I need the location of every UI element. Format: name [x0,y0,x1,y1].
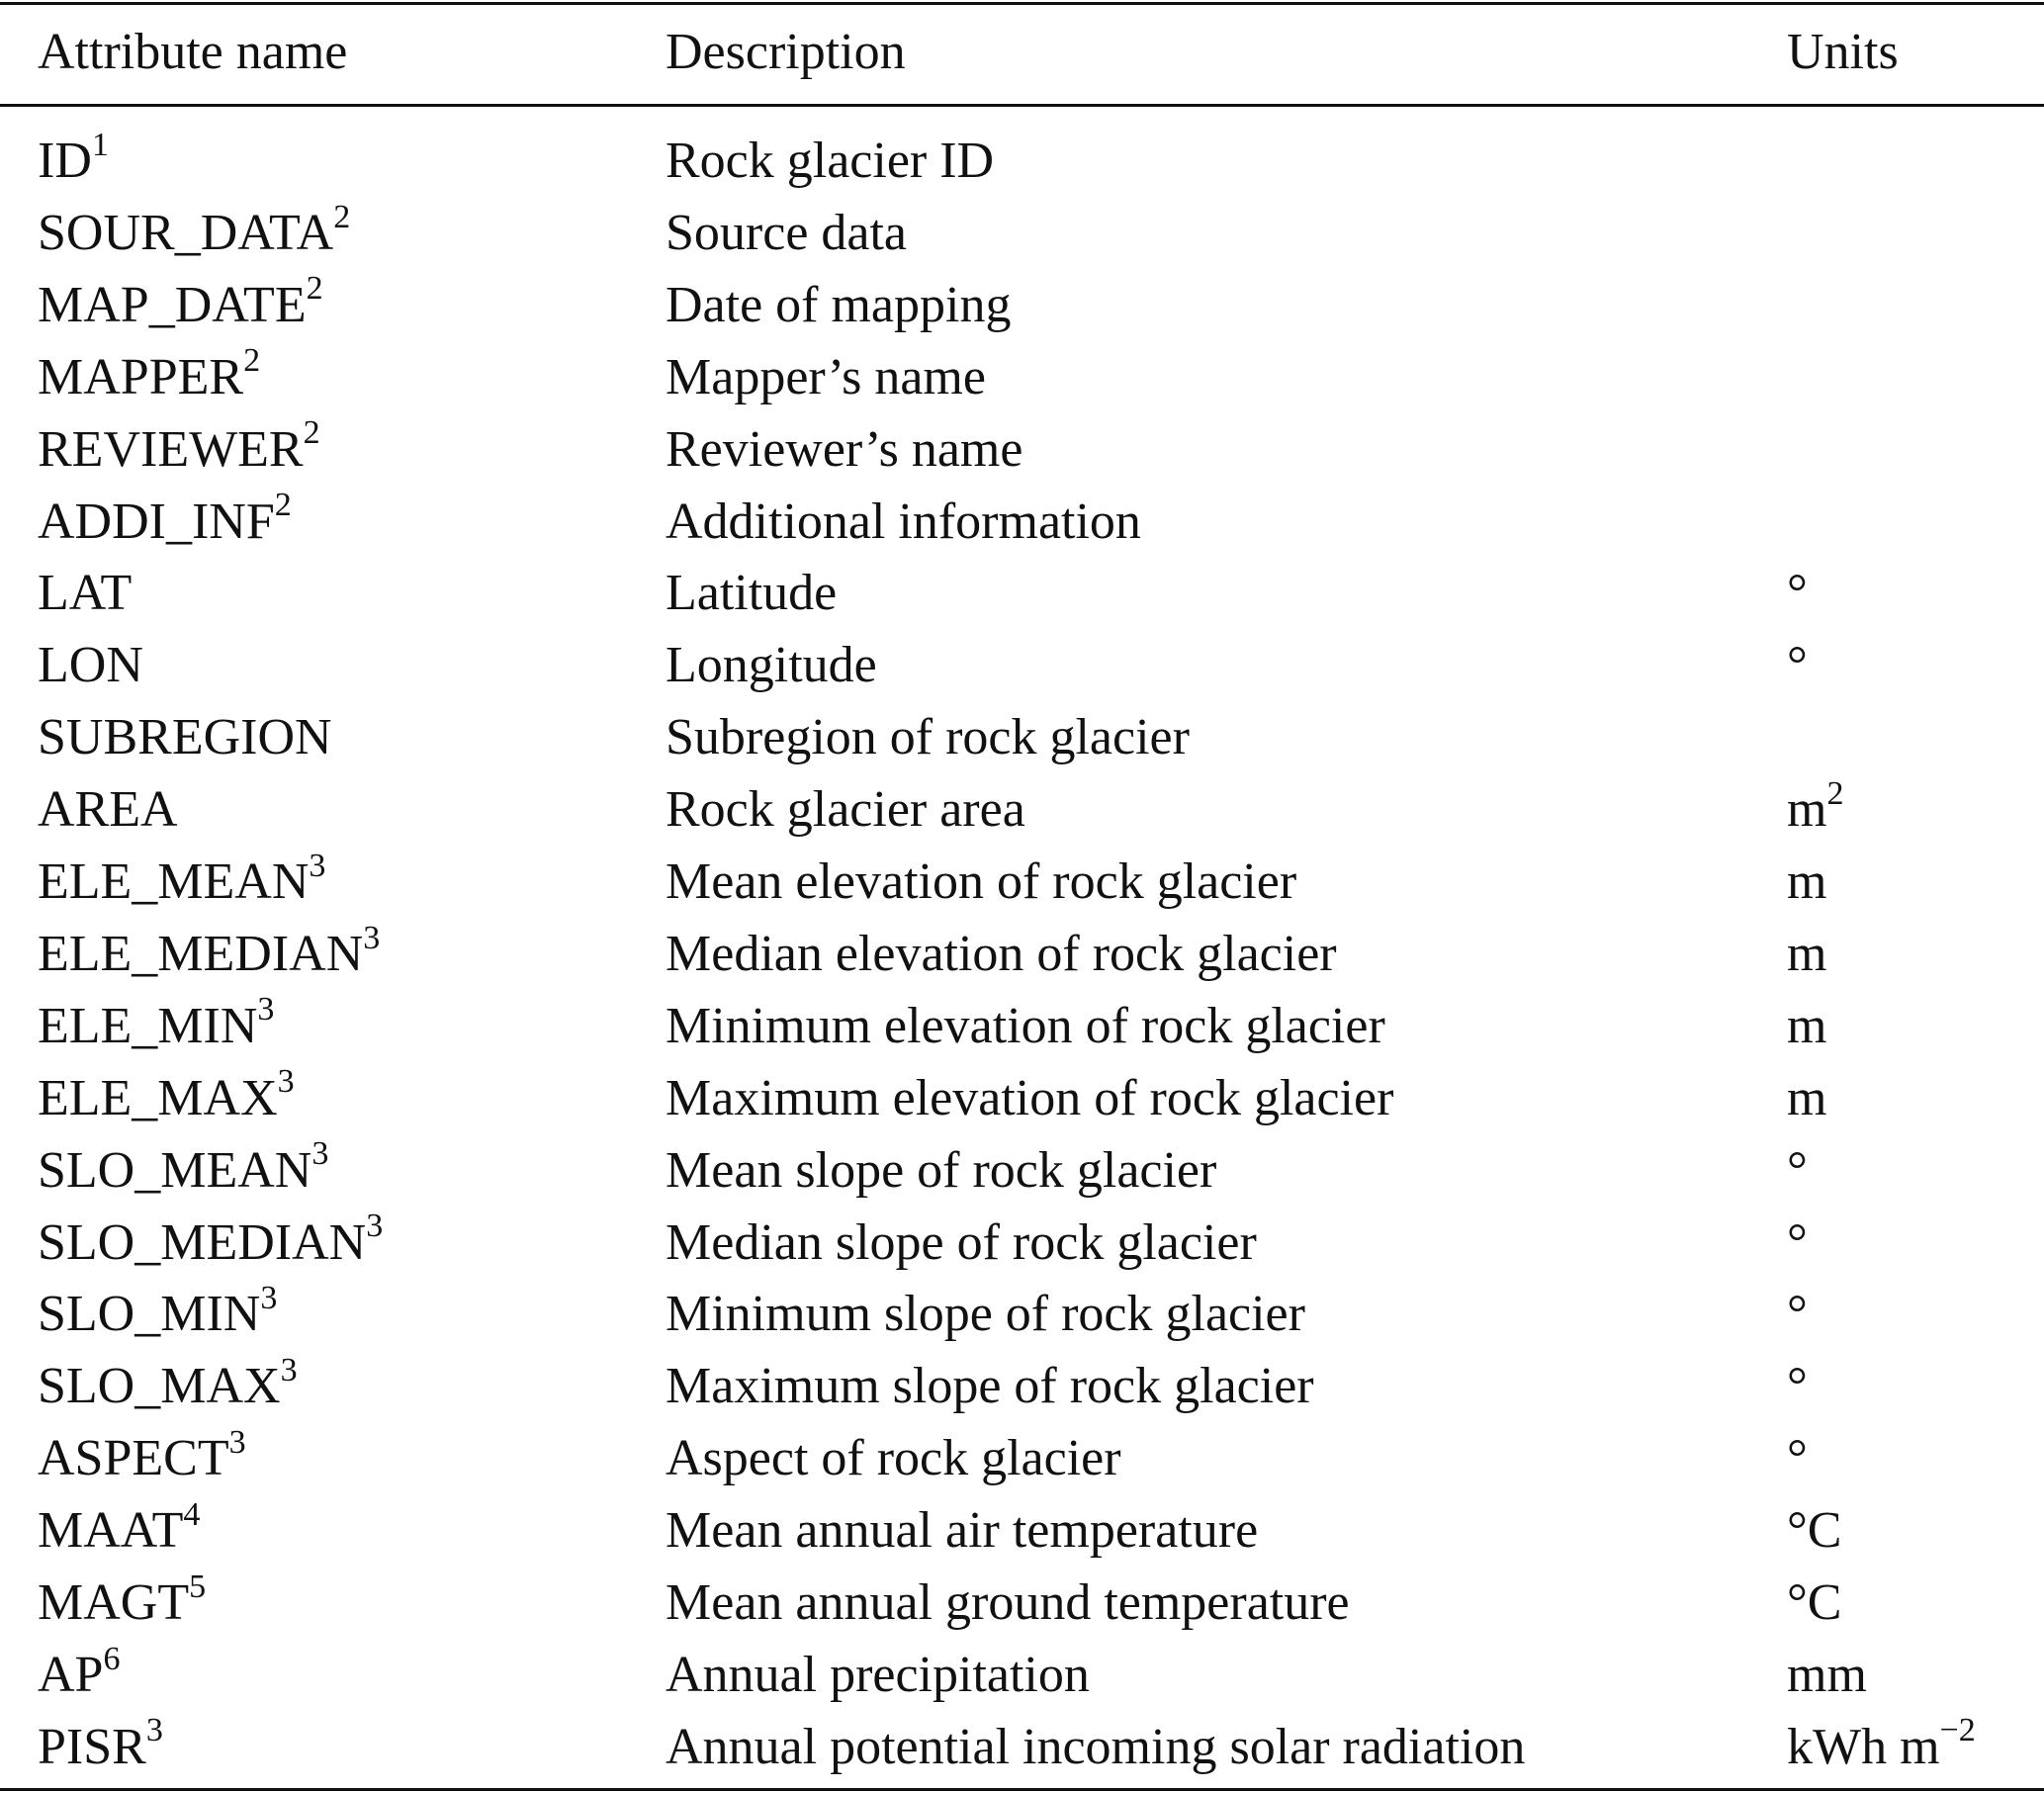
units-cell [1787,1568,1841,1639]
footnote-marker: 3 [145,1712,163,1749]
footnote-marker: 2 [303,414,320,452]
attribute-name-cell [38,342,260,413]
table-row [0,1495,2044,1567]
description-cell: Median slope of rock glacier [666,1213,1257,1271]
footnote-marker: 3 [363,919,381,956]
table-row [0,847,2044,918]
table-row [0,991,2044,1062]
table-row [0,487,2044,558]
attribute-name-cell [38,198,350,269]
footnote-marker: 2 [243,342,261,380]
unit-value: m [1787,1069,1827,1126]
attribute-name-cell [38,126,109,197]
units-cell [1787,630,1808,701]
header-attribute-name: Attribute name [38,24,348,80]
footnote-marker: 2 [274,487,292,524]
units-cell [1787,1208,1808,1279]
attribute-name-cell [38,414,320,486]
units-cell [1787,1279,1808,1350]
unit-value: ° [1787,637,1808,694]
footnote-marker: 5 [189,1568,207,1605]
unit-value: °C [1787,1502,1842,1560]
description-cell: Rock glacier ID [666,133,995,189]
attribute-name-cell [38,1568,206,1639]
description-cell: Longitude [666,637,877,694]
units-cell [1787,1423,1808,1494]
attribute-name-cell [38,630,143,701]
attribute-name: ELE_MAX [38,1069,278,1126]
footnote-marker: 3 [257,991,275,1029]
description-cell: Aspect of rock glacier [666,1430,1121,1487]
description-cell: Minimum elevation of rock glacier [666,997,1385,1054]
units-cell [1787,1712,1976,1783]
table-row [0,1640,2044,1711]
units-cell [1787,847,1826,918]
units-cell [1787,558,1808,629]
table-row [0,1279,2044,1350]
footnote-marker: 3 [366,1208,384,1245]
table-row [0,126,2044,197]
table-row [0,414,2044,486]
attribute-name: SLO_MIN [38,1286,261,1343]
attribute-name-cell [38,487,292,558]
attribute-name: AP [38,1646,104,1703]
header-description: Description [666,24,906,80]
units-cell [1787,1351,1808,1422]
attribute-name-cell [38,702,332,773]
top-rule [0,2,2044,5]
header-units: Units [1787,24,1899,80]
footnote-marker: 2 [306,270,323,308]
table-row [0,702,2044,773]
table-row [0,1063,2044,1134]
attribute-name-cell [38,1208,383,1279]
description-cell: Mean annual air temperature [666,1502,1259,1560]
description-cell: Latitude [666,565,838,622]
table-row [0,1351,2044,1422]
description-cell: Reviewer’s name [666,420,1023,478]
unit-value: °C [1787,1574,1842,1631]
description-cell: Mean annual ground temperature [666,1574,1350,1631]
attribute-name-cell [38,558,132,629]
footnote-marker: 3 [280,1351,298,1389]
header-rule [0,104,2044,107]
attribute-name: MAAT [38,1502,184,1560]
description-cell: Mean elevation of rock glacier [666,853,1297,910]
units-cell [1787,1495,1841,1567]
footnote-marker: 1 [91,126,109,163]
unit-exponent: 2 [1826,774,1844,812]
attribute-name: ELE_MEAN [38,853,310,910]
unit-value: m [1787,781,1827,839]
units-cell [1787,991,1826,1062]
attribute-name-cell [38,919,380,990]
attribute-name-cell [38,270,323,341]
units-cell [1787,1135,1808,1207]
unit-value: ° [1787,1286,1808,1343]
attribute-name: SLO_MEDIAN [38,1213,367,1271]
attribute-name-cell [38,1495,200,1567]
attribute-name: LON [38,637,143,694]
attribute-name-cell [38,774,178,846]
attribute-name: MAPPER [38,348,244,405]
table-row [0,1135,2044,1207]
attribute-name-cell [38,1351,298,1422]
attribute-name: AREA [38,781,178,839]
bottom-rule [0,1788,2044,1791]
description-cell: Annual precipitation [666,1646,1090,1703]
footnote-marker: 3 [311,1135,329,1173]
unit-value: kWh m [1787,1718,1940,1775]
attribute-name: MAP_DATE [38,276,307,333]
units-cell [1787,1063,1826,1134]
unit-exponent: −2 [1939,1712,1976,1749]
footnote-marker: 4 [183,1495,201,1533]
description-cell: Subregion of rock glacier [666,709,1190,766]
attribute-name: LAT [38,565,133,622]
attribute-name-cell [38,1279,277,1350]
unit-value: ° [1787,1430,1808,1487]
table-row [0,558,2044,629]
footnote-marker: 3 [309,847,326,884]
attribute-name: REVIEWER [38,420,304,478]
description-cell: Source data [666,204,908,261]
description-cell: Annual potential incoming solar radiation [666,1718,1526,1775]
attribute-name: SOUR_DATA [38,204,334,261]
table-row [0,630,2044,701]
footnote-marker: 3 [277,1063,295,1101]
attribute-name-cell [38,1640,120,1711]
unit-value: ° [1787,1358,1808,1415]
attribute-name: ELE_MIN [38,997,258,1054]
table-row [0,198,2044,269]
table-row [0,270,2044,341]
table-row [0,1568,2044,1639]
footnote-marker: 2 [333,198,351,235]
table-row [0,919,2044,990]
description-cell: Median elevation of rock glacier [666,925,1337,982]
unit-value: ° [1787,1213,1808,1271]
description-cell: Minimum slope of rock glacier [666,1286,1305,1343]
unit-value: m [1787,925,1827,982]
description-cell: Additional information [666,493,1141,550]
table-header-row [0,18,2044,87]
units-cell [1787,1640,1867,1711]
unit-value: m [1787,997,1827,1054]
attribute-name-cell [38,1135,328,1207]
attribute-name: MAGT [38,1574,190,1631]
description-cell: Maximum slope of rock glacier [666,1358,1314,1415]
description-cell: Rock glacier area [666,781,1025,839]
attribute-name: SLO_MAX [38,1358,281,1415]
description-cell: Date of mapping [666,276,1012,333]
attribute-name: SLO_MEAN [38,1141,312,1199]
table-row [0,774,2044,846]
attribute-name: ELE_MEDIAN [38,925,364,982]
attribute-name: ID [38,133,92,189]
attribute-name-cell [38,991,274,1062]
attribute-name: PISR [38,1718,146,1775]
footnote-marker: 6 [103,1640,121,1677]
unit-value: ° [1787,1141,1808,1199]
table-row [0,1712,2044,1783]
description-cell: Maximum elevation of rock glacier [666,1069,1394,1126]
attribute-name-cell [38,847,325,918]
attribute-name-cell [38,1712,163,1783]
table-row [0,1423,2044,1494]
attribute-name-cell [38,1423,246,1494]
description-cell: Mean slope of rock glacier [666,1141,1217,1199]
footnote-marker: 3 [260,1280,278,1317]
attribute-name-cell [38,1063,295,1134]
attribute-name: ADDI_INF [38,493,275,550]
unit-value: ° [1787,565,1808,622]
table-row [0,342,2044,413]
units-cell [1787,919,1826,990]
unit-value: m [1787,853,1827,910]
table-row [0,1208,2044,1279]
footnote-marker: 3 [228,1423,246,1461]
units-cell [1787,774,1843,846]
attribute-name: ASPECT [38,1430,229,1487]
description-cell: Mapper’s name [666,348,986,405]
unit-value: mm [1787,1646,1867,1703]
attribute-name: SUBREGION [38,709,332,766]
